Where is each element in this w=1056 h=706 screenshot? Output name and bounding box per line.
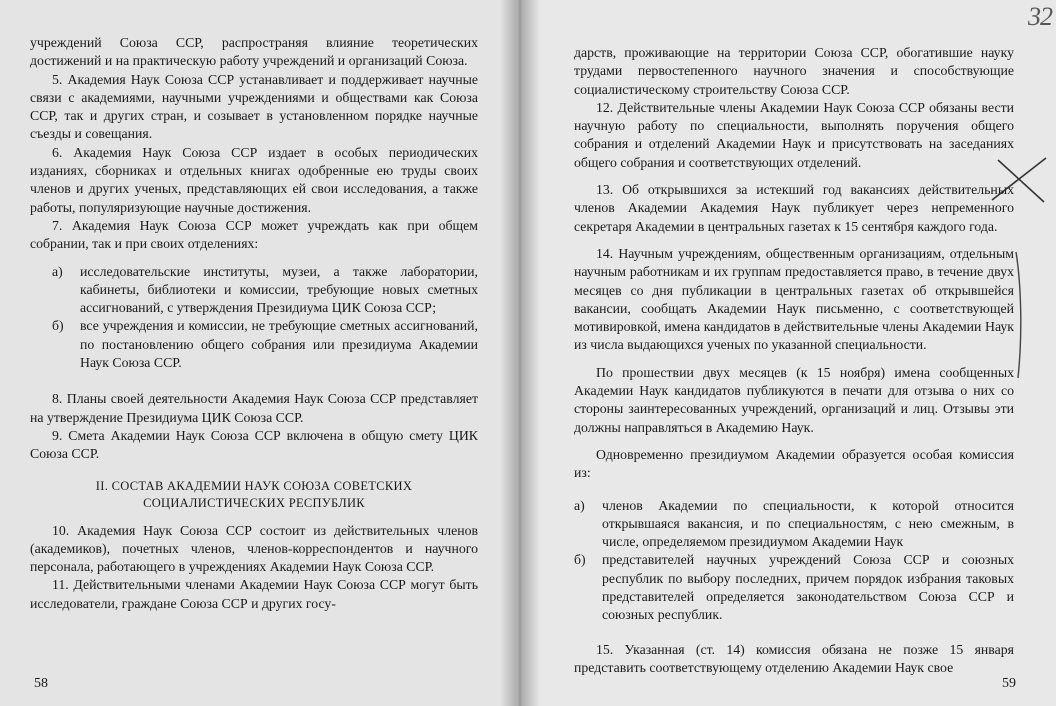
paragraph-11: 11. Действительными членами Академии Наук Союза ССР могут быть исследователи, граждане Союза ССР и других госу- <box>30 577 478 611</box>
paragraph-6: 6. Академия Наук Союза ССР издает в особых периодических изданиях, сборниках и отдельных книгах одобренные ею труды своих членов и других ученых, представляющих ей свои исследования, а также работы, популяризующие научные достижения. <box>30 144 478 215</box>
list-label: б) <box>52 318 64 334</box>
paragraph-7: 7. Академия Наук Союза ССР может учреждать как при общем собрании, так и при своих отделениях: <box>30 217 478 252</box>
list-item-a <box>574 497 1014 552</box>
paragraph-13: 13. Об открывшихся за истекший год вакансиях действительных членов Академии Академия Наук публикует через непременного секретаря Академии в центральных газетах к 15 сентября каждого года. <box>574 182 1014 234</box>
paragraph-9: 9. Смета Академии Наук Союза ССР включена в общую смету ЦИК Союза ССР. <box>30 427 478 462</box>
paragraph-12: 12. Действительные члены Академии Наук Союза ССР обязаны вести научную работу по специальности, выполнять поручения общего собрания и отделений Академии Наук и присутствовать на заседаниях общего собрания и соответствующих отделений. <box>574 99 1014 170</box>
page-number-left: 58 <box>34 676 48 691</box>
list-text: членов Академии по специальности, к которой относится открывшаяся вакансия, и по специальностям, с нею смежным, в числе, определяемом президиумом Академии Наук <box>602 497 1014 550</box>
right-page <box>516 0 1056 706</box>
paragraph-continuation: учреждений Союза ССР, распространяя влияние теоретических достижений и на практическую работу учреждений и организаций Союза. <box>30 35 478 69</box>
paragraph-15: 15. Указанная (ст. 14) комиссия обязана не позже 15 января представить соответствующему отделению Академии Наук свое <box>574 641 1014 675</box>
paragraph-5: 5. Академия Наук Союза ССР устанавливает и поддерживает научные связи с академиями, научными учреждениями и обществами как Союза ССР, так и других стран, и созывает в установленном порядке научные съезды и совещания. <box>30 71 478 142</box>
book-spine-gutter <box>500 0 540 706</box>
handwritten-page-number: 32 <box>1028 2 1052 31</box>
list-text: исследовательские институты, музеи, а также лаборатории, кабинеты, библиотеки и комиссии, требующие новых сметных ассигнований, с утверждения Президиума ЦИК Союза ССР; <box>80 263 478 316</box>
paragraph-14: 14. Научным учреждениям, общественным организациям, отдельным научным работникам и их группам предоставляется право, в течение двух месяцев со дня публикации в центральных газетах об открывшейся вакансии, сообщать Академии Наук письменно, с соответствующей мотивировкой, имена кандидатов в действительные члены Академии Наук из числа выдающихся ученых по указанной специальности. <box>574 245 1014 353</box>
list-text: представителей научных учреждений Союза ССР и союзных республик по выбору последних, причем порядок избрания таковых представителей определяется законодательством Союза ССР и союзных республик. <box>602 552 1014 623</box>
paragraph-commission: Одновременно президиумом Академии образуется особая комиссия из: <box>574 446 1014 481</box>
list-text: все учреждения и комиссии, не требующие сметных ассигнований, по постановлению общего собрания или президиума Академии Наук Союза ССР. <box>80 318 478 371</box>
paragraph-14-continued: По прошествии двух месяцев (к 15 ноября) имена сообщенных Академии Наук кандидатов публикуются в печати для отзыва о них со стороны заинтересованных учреждений, организаций и лиц. Отзывы эти должны направляться в Академию Наук. <box>574 364 1014 435</box>
left-page <box>0 0 516 706</box>
handwritten-margin-line <box>1010 250 1030 380</box>
list-item-b <box>52 317 478 372</box>
section-heading <box>30 478 478 512</box>
page-number-right: 59 <box>1002 676 1016 691</box>
list-item-b <box>574 551 1014 624</box>
section-heading-line2: СОЦИАЛИСТИЧЕСКИХ РЕСПУБЛИК <box>143 495 365 510</box>
paragraph-continuation: дарств, проживающие на территории Союза ССР, обогатившие науку трудами первостепенного научного значения и способствующие социалистическому строительству Союза ССР. <box>574 45 1014 97</box>
list-label: б) <box>574 552 586 568</box>
paragraph-10: 10. Академия Наук Союза ССР состоит из действительных членов (академиков), почетных членов, членов-корреспондентов и научного персонала, работающего в учреждениях Академии Наук Союза ССР. <box>30 522 478 575</box>
section-heading-line1: II. СОСТАВ АКАДЕМИИ НАУК СОЮЗА СОВЕТСКИХ <box>95 478 413 493</box>
paragraph-8: 8. Планы своей деятельности Академия Наук Союза ССР представляет на утверждение Президиума ЦИК Союза ССР. <box>30 391 478 425</box>
list-item-a <box>52 263 478 318</box>
list-label: а) <box>52 263 63 279</box>
handwritten-cross-mark <box>984 150 1054 210</box>
list-label: а) <box>574 497 585 513</box>
